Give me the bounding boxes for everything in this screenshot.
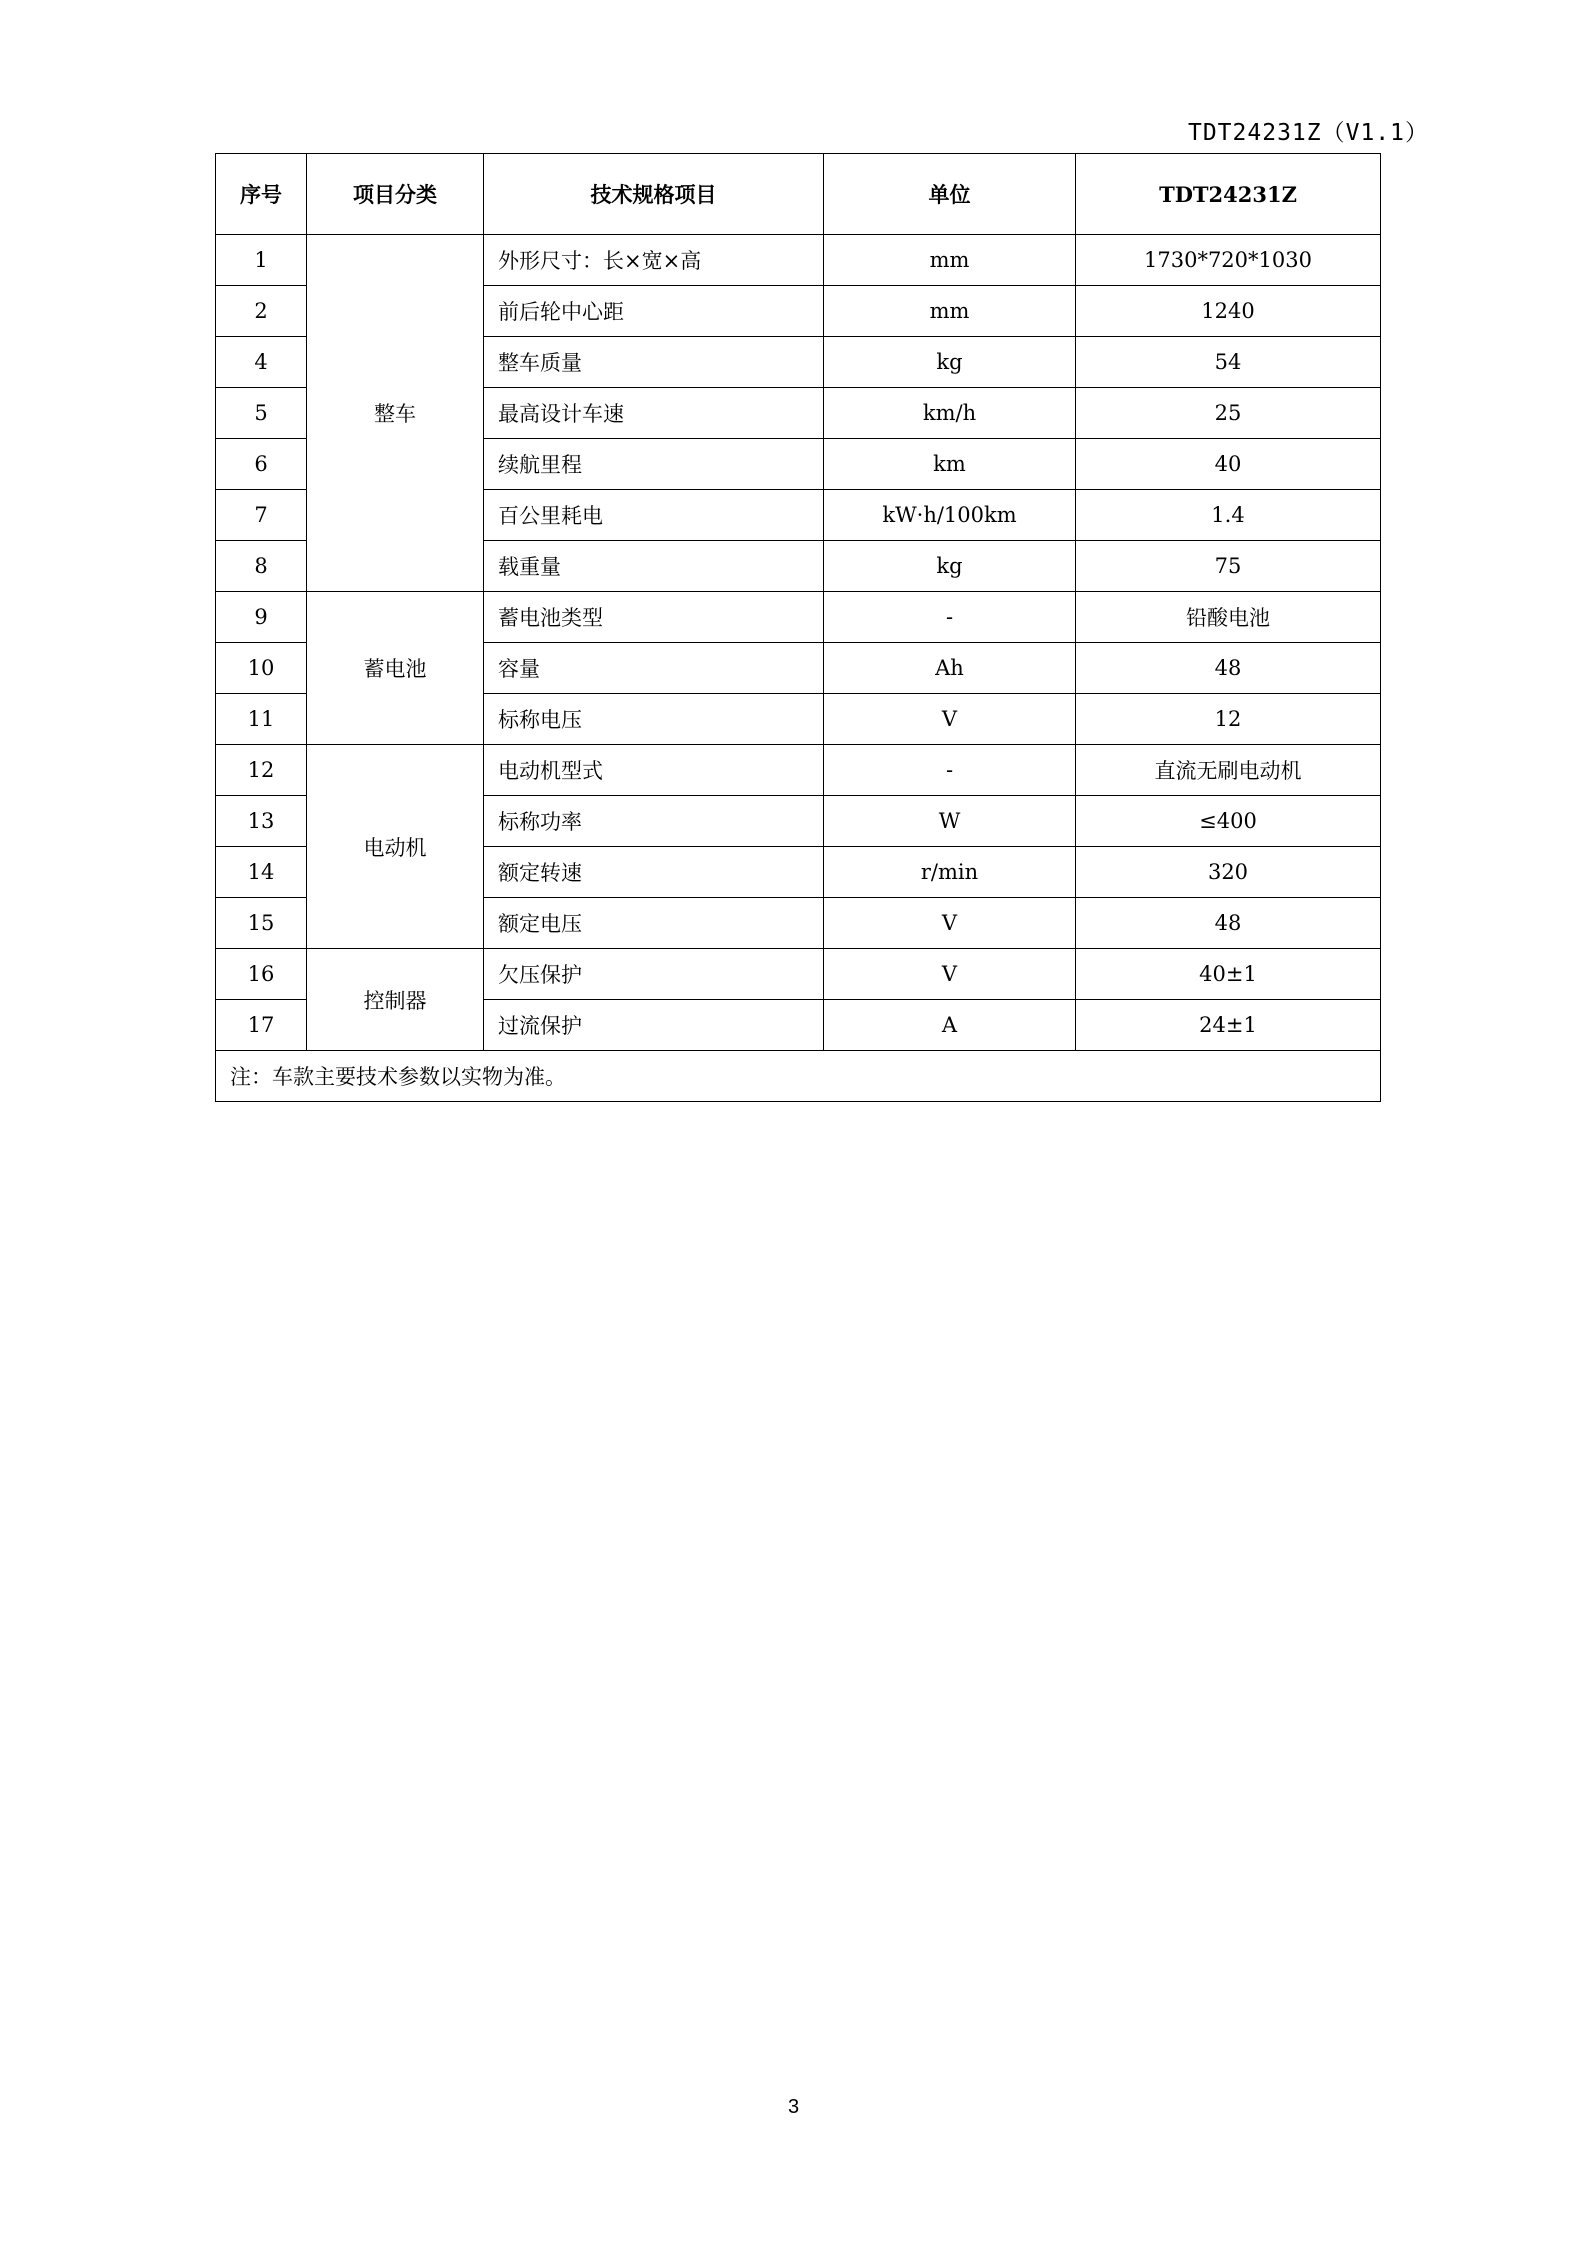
row-value: 24±1	[1076, 1000, 1381, 1051]
row-no: 12	[216, 745, 307, 796]
row-value: 1.4	[1076, 490, 1381, 541]
table-note: 注：车款主要技术参数以实物为准。	[216, 1051, 1381, 1102]
row-unit: Ah	[824, 643, 1076, 694]
header-category: 项目分类	[307, 154, 484, 235]
row-unit: V	[824, 949, 1076, 1000]
row-value: ≤400	[1076, 796, 1381, 847]
row-unit: kg	[824, 541, 1076, 592]
row-value: 40	[1076, 439, 1381, 490]
row-no: 5	[216, 388, 307, 439]
row-value: 40±1	[1076, 949, 1381, 1000]
row-no: 9	[216, 592, 307, 643]
document-code: TDT24231Z（V1.1）	[1187, 120, 1429, 146]
row-unit: kg	[824, 337, 1076, 388]
header-unit: 单位	[824, 154, 1076, 235]
row-item: 前后轮中心距	[484, 286, 824, 337]
row-unit: km/h	[824, 388, 1076, 439]
row-item: 最高设计车速	[484, 388, 824, 439]
header-item: 技术规格项目	[484, 154, 824, 235]
row-unit: -	[824, 592, 1076, 643]
note-row	[216, 1051, 1381, 1102]
row-unit: -	[824, 745, 1076, 796]
row-no: 7	[216, 490, 307, 541]
table-row	[216, 235, 1381, 286]
row-no: 17	[216, 1000, 307, 1051]
row-item: 容量	[484, 643, 824, 694]
category-cell: 蓄电池	[307, 592, 484, 745]
row-value: 48	[1076, 898, 1381, 949]
row-unit: kW·h/100km	[824, 490, 1076, 541]
row-item: 续航里程	[484, 439, 824, 490]
row-value: 25	[1076, 388, 1381, 439]
row-no: 8	[216, 541, 307, 592]
row-value: 铅酸电池	[1076, 592, 1381, 643]
row-value: 48	[1076, 643, 1381, 694]
row-value: 54	[1076, 337, 1381, 388]
row-unit: r/min	[824, 847, 1076, 898]
row-no: 15	[216, 898, 307, 949]
row-no: 4	[216, 337, 307, 388]
row-unit: mm	[824, 286, 1076, 337]
row-no: 13	[216, 796, 307, 847]
header-no: 序号	[216, 154, 307, 235]
spec-table	[215, 153, 1381, 1102]
row-no: 11	[216, 694, 307, 745]
table-header-row	[216, 154, 1381, 235]
row-value: 12	[1076, 694, 1381, 745]
header-model: TDT24231Z	[1076, 154, 1381, 235]
category-cell: 整车	[307, 235, 484, 592]
row-unit: W	[824, 796, 1076, 847]
row-item: 百公里耗电	[484, 490, 824, 541]
row-no: 16	[216, 949, 307, 1000]
row-value: 1730*720*1030	[1076, 235, 1381, 286]
row-unit: V	[824, 694, 1076, 745]
row-no: 6	[216, 439, 307, 490]
table-row	[216, 592, 1381, 643]
row-no: 14	[216, 847, 307, 898]
row-unit: km	[824, 439, 1076, 490]
table-row	[216, 949, 1381, 1000]
row-item: 外形尺寸：长×宽×高	[484, 235, 824, 286]
row-no: 2	[216, 286, 307, 337]
row-item: 标称电压	[484, 694, 824, 745]
row-item: 额定电压	[484, 898, 824, 949]
row-no: 1	[216, 235, 307, 286]
row-item: 额定转速	[484, 847, 824, 898]
row-value: 1240	[1076, 286, 1381, 337]
row-unit: A	[824, 1000, 1076, 1051]
category-cell: 控制器	[307, 949, 484, 1051]
row-unit: V	[824, 898, 1076, 949]
row-item: 载重量	[484, 541, 824, 592]
row-value: 75	[1076, 541, 1381, 592]
row-item: 电动机型式	[484, 745, 824, 796]
row-no: 10	[216, 643, 307, 694]
table-row	[216, 745, 1381, 796]
row-item: 欠压保护	[484, 949, 824, 1000]
row-value: 直流无刷电动机	[1076, 745, 1381, 796]
row-value: 320	[1076, 847, 1381, 898]
row-item: 蓄电池类型	[484, 592, 824, 643]
row-item: 标称功率	[484, 796, 824, 847]
row-item: 过流保护	[484, 1000, 824, 1051]
row-unit: mm	[824, 235, 1076, 286]
row-item: 整车质量	[484, 337, 824, 388]
category-cell: 电动机	[307, 745, 484, 949]
page-number: 3	[787, 2096, 800, 2118]
